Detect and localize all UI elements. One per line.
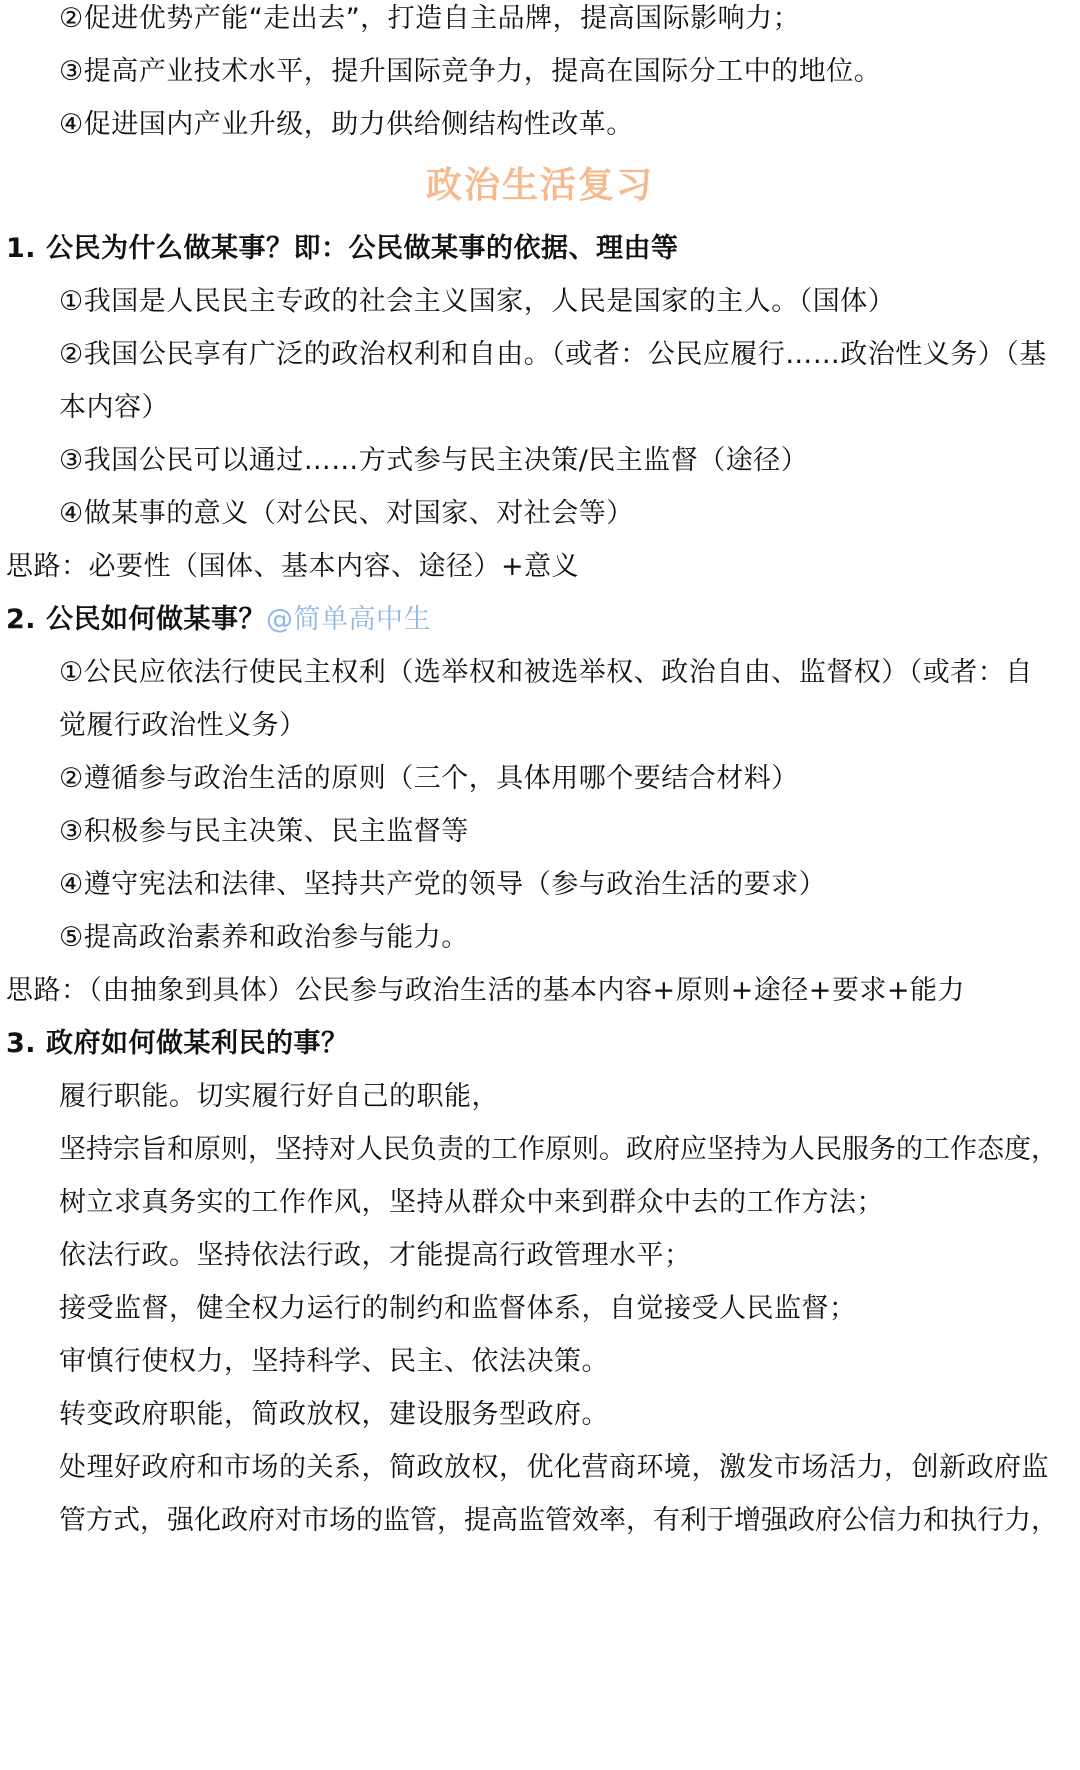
top-item-3: ③提高产业技术水平，提升国际竞争力，提高在国际分工中的地位。 xyxy=(59,56,882,87)
q3-item-2: 坚持宗旨和原则，坚持对人民负责的工作原则。政府应坚持为人民服务的工作态度， xyxy=(59,1134,1058,1165)
q1-item-2: ②我国公民享有广泛的政治权利和自由。（或者：公民应履行……政治性义务）（基 xyxy=(59,339,1047,370)
q2-item-1-continued: 觉履行政治性义务） xyxy=(59,710,307,741)
q3-item-3: 树立求真务实的工作作风，坚持从群众中来到群众中去的工作方法； xyxy=(59,1187,884,1218)
q3-item-1: 履行职能。切实履行好自己的职能， xyxy=(59,1081,499,1112)
q1-thinking: 思路：必要性（国体、基本内容、途径）+意义 xyxy=(6,551,580,582)
q2-item-1: ①公民应依法行使民主权利（选举权和被选举权、政治自由、监督权）（或者：自 xyxy=(59,657,1033,688)
q3-item-6: 审慎行使权力，坚持科学、民主、依法决策。 xyxy=(59,1346,609,1377)
q2-item-5: ⑤提高政治素养和政治参与能力。 xyxy=(59,922,469,953)
top-item-4: ④促进国内产业升级，助力供给侧结构性改革。 xyxy=(59,109,634,140)
q1-item-1: ①我国是人民民主专政的社会主义国家，人民是国家的主人。（国体） xyxy=(59,286,896,317)
q3-item-5: 接受监督，健全权力运行的制约和监督体系，自觉接受人民监督； xyxy=(59,1293,857,1324)
q1-item-2-continued: 本内容） xyxy=(59,392,169,423)
q2-item-4: ④遵守宪法和法律、坚持共产党的领导（参与政治生活的要求） xyxy=(59,869,827,900)
top-item-2: ②促进优势产能“走出去”，打造自主品牌，提高国际影响力； xyxy=(59,3,801,34)
q3-item-8: 处理好政府和市场的关系，简政放权，优化营商环境，激发市场活力，创新政府监 xyxy=(59,1452,1049,1483)
section-title: 政治生活复习 xyxy=(425,165,654,206)
q3-item-7: 转变政府职能，简政放权，建设服务型政府。 xyxy=(59,1399,609,1430)
watermark: @简单高中生 xyxy=(265,604,431,635)
question-3-heading: 3. 政府如何做某利民的事？ xyxy=(6,1028,349,1059)
q2-thinking: 思路：（由抽象到具体）公民参与政治生活的基本内容+原则+途径+要求+能力 xyxy=(6,975,965,1006)
question-2-heading xyxy=(6,603,431,637)
q2-item-3: ③积极参与民主决策、民主监督等 xyxy=(59,816,469,847)
q2-item-2: ②遵循参与政治生活的原则（三个，具体用哪个要结合材料） xyxy=(59,763,799,794)
q3-item-4: 依法行政。坚持依法行政，才能提高行政管理水平； xyxy=(59,1240,692,1271)
q1-item-4: ④做某事的意义（对公民、对国家、对社会等） xyxy=(59,498,634,529)
q1-item-3: ③我国公民可以通过……方式参与民主决策/民主监督（途径） xyxy=(59,445,809,476)
q3-item-9: 管方式，强化政府对市场的监管，提高监管效率，有利于增强政府公信力和执行力， xyxy=(59,1505,1058,1536)
question-2-heading-text: 2. 公民如何做某事？ xyxy=(6,604,266,635)
question-1-heading: 1. 公民为什么做某事？即：公民做某事的依据、理由等 xyxy=(6,233,679,264)
